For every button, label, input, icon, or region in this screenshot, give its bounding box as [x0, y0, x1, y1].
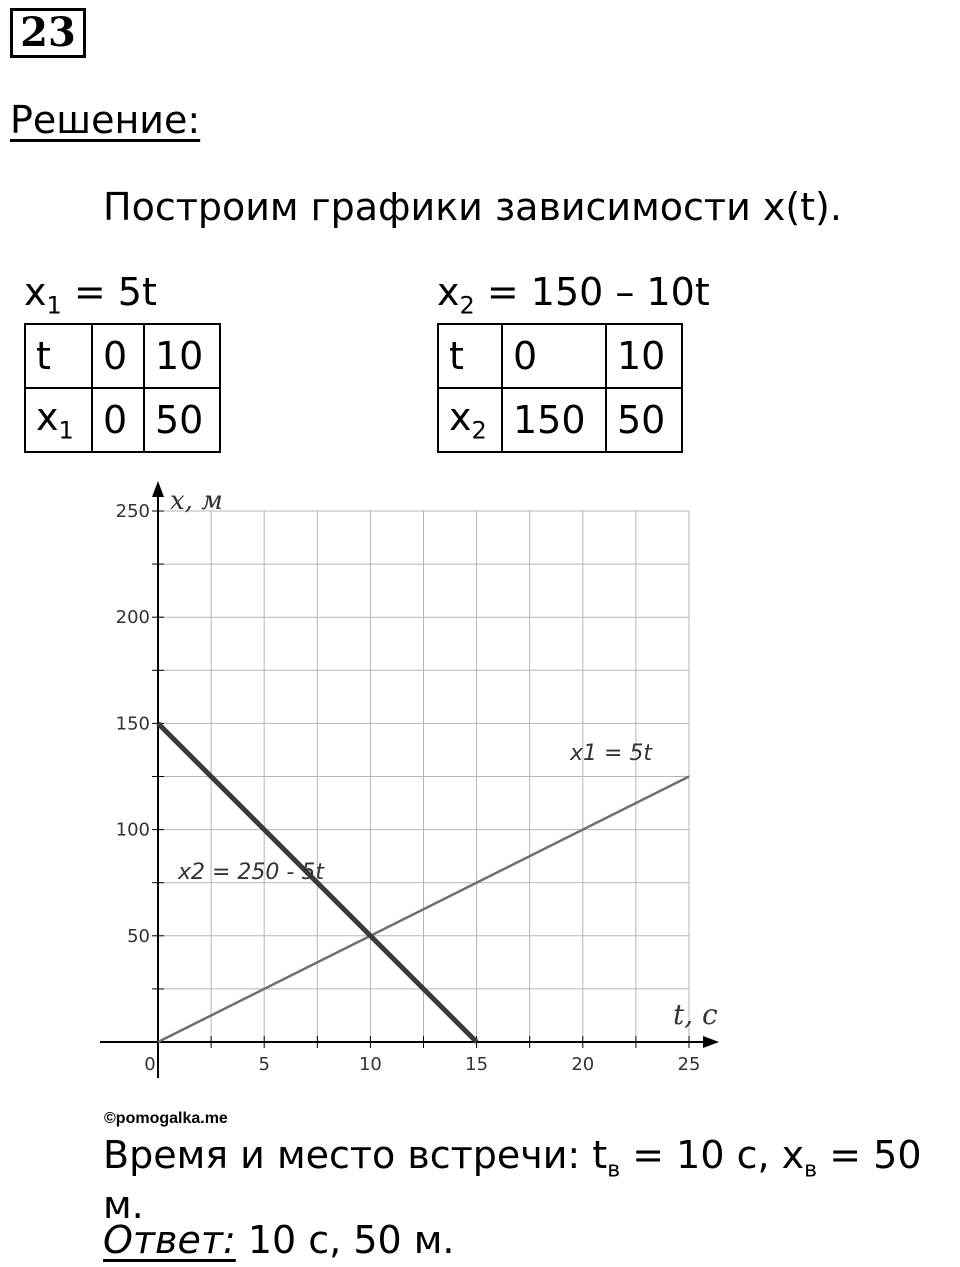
answer-label: Ответ: — [103, 1218, 236, 1262]
eq2-base: x — [437, 270, 460, 314]
table-cell: t — [438, 324, 502, 388]
series-label: x1 = 5t — [570, 741, 653, 766]
values-table-x2 — [437, 323, 683, 453]
table-row — [438, 388, 682, 452]
table-row — [438, 324, 682, 388]
y-axis-arrow — [152, 481, 164, 497]
table-cell: 50 — [144, 388, 220, 452]
eq2-rest: = 150 – 10t — [474, 270, 710, 314]
table-cell: 0 — [502, 324, 606, 388]
solution-heading: Решение: — [10, 98, 201, 142]
table-row — [25, 388, 220, 452]
equation-x1 — [24, 270, 157, 320]
eq2-sub: 2 — [459, 291, 475, 320]
x-tick-label: 0 — [144, 1054, 156, 1075]
problem-number: 23 — [10, 8, 86, 58]
table-cell — [25, 388, 92, 452]
eq1-sub: 1 — [46, 291, 62, 320]
table-cell: 0 — [92, 324, 144, 388]
chart-labels — [116, 486, 718, 1075]
table-row — [25, 324, 220, 388]
x-axis-arrow — [703, 1036, 719, 1048]
y-tick-label: 250 — [115, 501, 150, 522]
grid — [158, 511, 689, 1042]
answer-line — [103, 1218, 455, 1262]
meeting-suffix: = 50 м. — [103, 1133, 922, 1227]
x-tick-label: 25 — [677, 1054, 701, 1075]
credit-text: ©pomogalka.me — [104, 1110, 228, 1127]
row-label-sub: 2 — [471, 416, 487, 445]
meeting-middle: = 10 с, x — [620, 1133, 805, 1177]
meeting-text — [103, 1133, 960, 1227]
eq1-rest: = 5t — [61, 270, 157, 314]
eq1-base: x — [24, 270, 47, 314]
axis-ticks — [152, 511, 689, 1048]
answer-value: 10 с, 50 м. — [235, 1218, 455, 1262]
row-label-base: x — [36, 395, 59, 440]
y-axis-label: x, м — [170, 486, 223, 516]
table-cell: 150 — [502, 388, 606, 452]
motion-graph — [90, 475, 730, 1095]
x-tick-label: 10 — [358, 1054, 382, 1075]
table-cell — [438, 388, 502, 452]
y-tick-label: 50 — [127, 925, 150, 947]
y-tick-label: 150 — [115, 713, 150, 735]
table-cell: 10 — [144, 324, 220, 388]
x-axis-label: t, c — [673, 998, 718, 1031]
table-cell: 10 — [606, 324, 682, 388]
table-cell: 0 — [92, 388, 144, 452]
table-cell: t — [25, 324, 92, 388]
meeting-x-sub: в — [804, 1157, 818, 1183]
x-tick-label: 15 — [465, 1054, 489, 1075]
y-tick-label: 100 — [115, 819, 150, 841]
meeting-prefix: Время и место встречи: t — [103, 1133, 608, 1177]
series-label: x2 = 250 - 5t — [178, 860, 324, 885]
equation-x2 — [437, 270, 710, 320]
row-label-sub: 1 — [58, 416, 74, 445]
x-tick-label: 20 — [571, 1054, 595, 1075]
values-table-x1 — [24, 323, 221, 453]
table-cell: 50 — [606, 388, 682, 452]
row-label-base: x — [449, 395, 472, 440]
x-tick-label: 5 — [258, 1054, 270, 1075]
meeting-t-sub: в — [607, 1157, 621, 1183]
intro-text: Построим графики зависимости x(t). — [103, 185, 842, 229]
y-tick-label: 200 — [115, 607, 150, 629]
